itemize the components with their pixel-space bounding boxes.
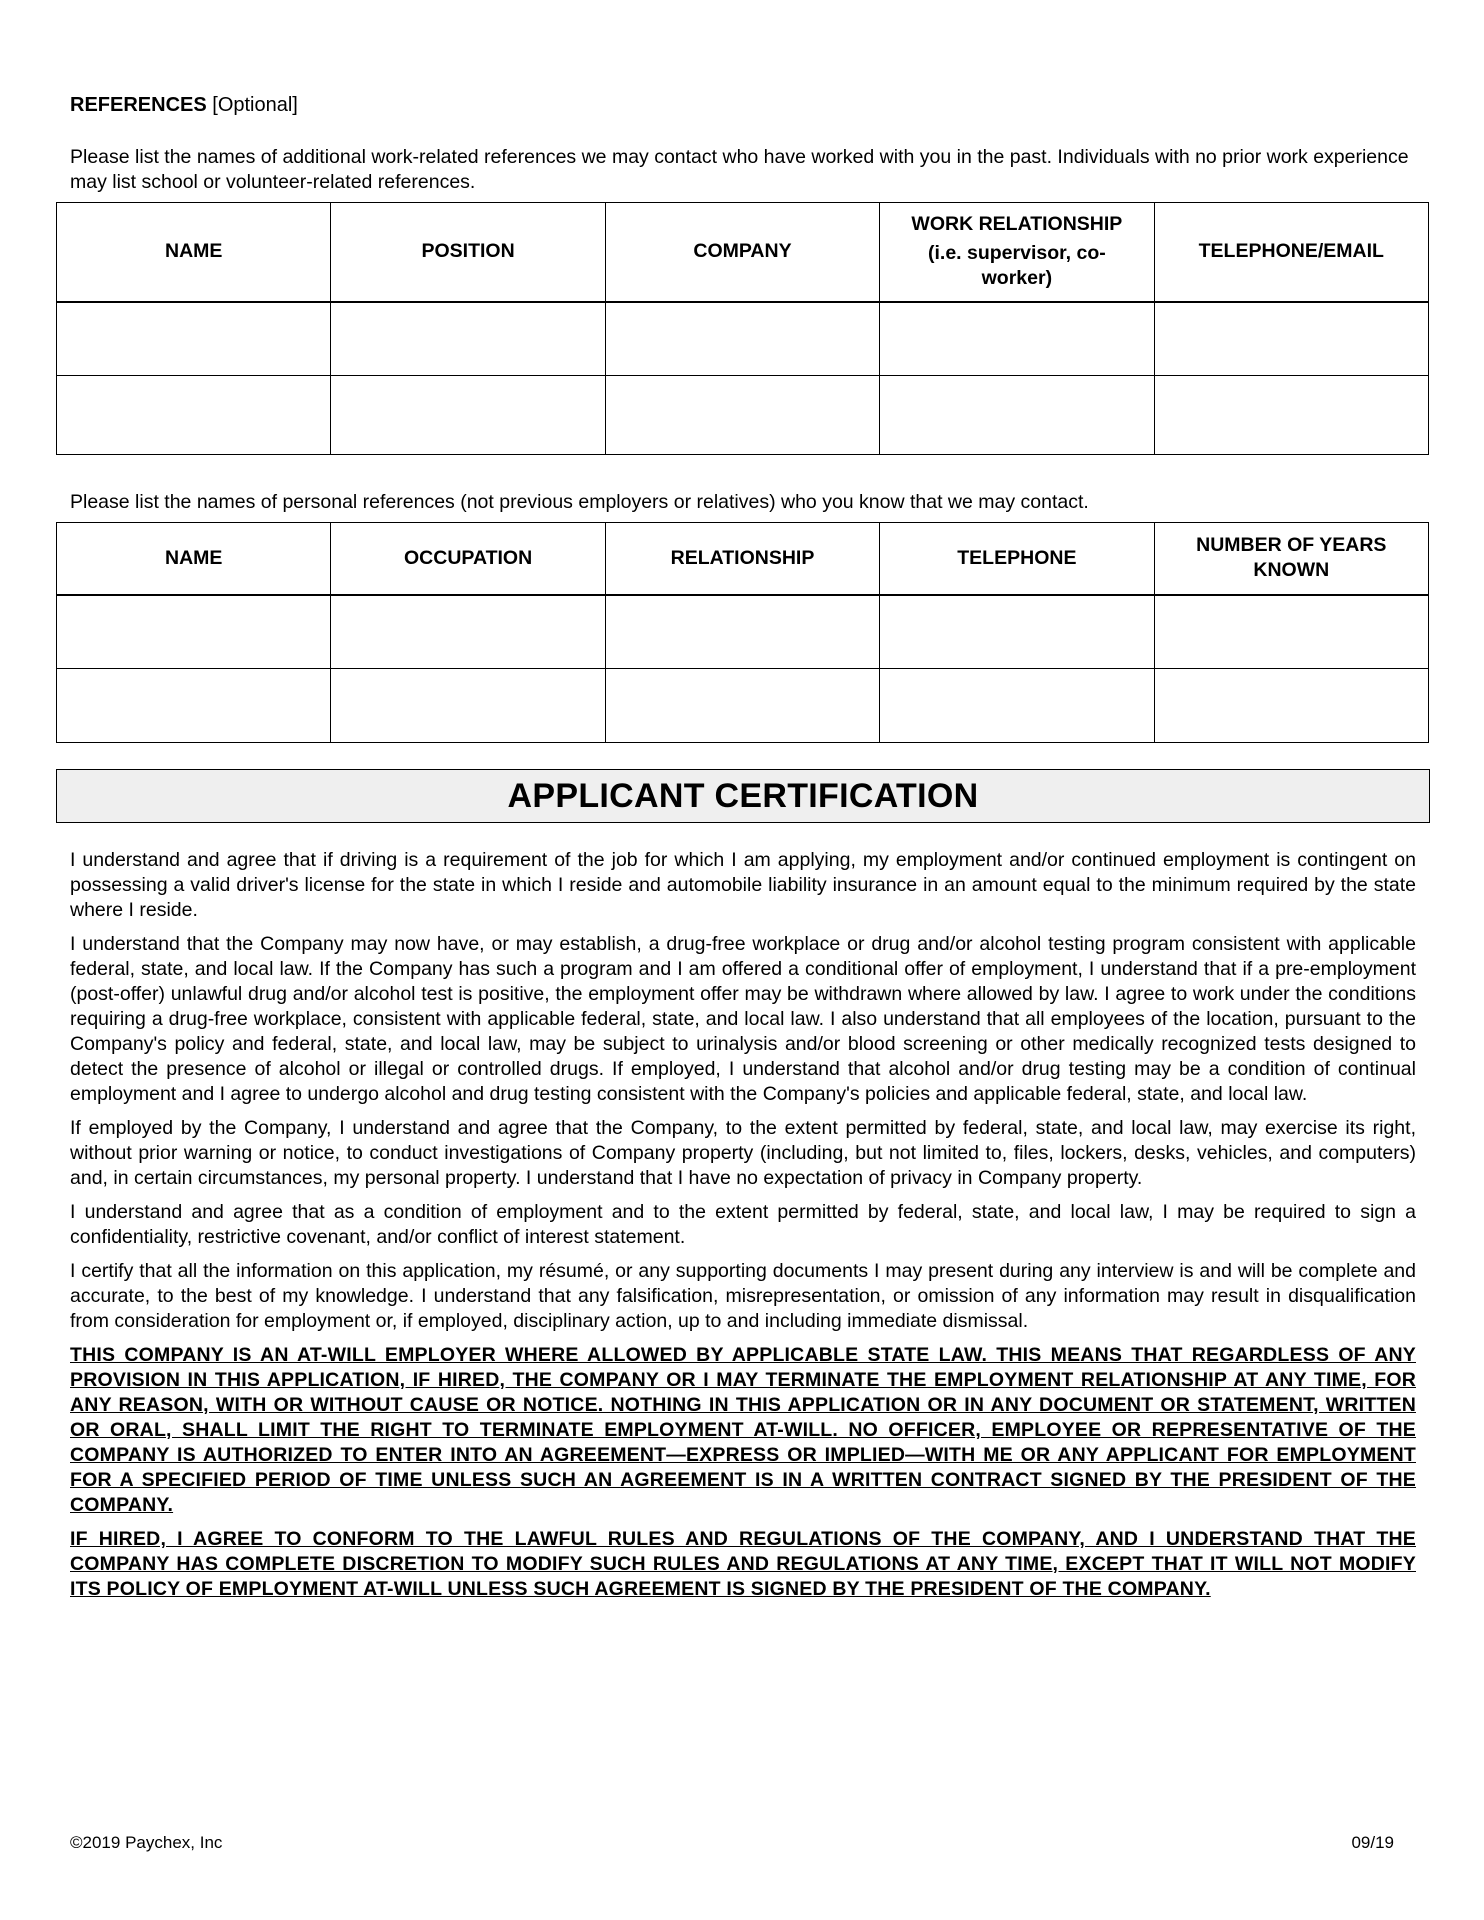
personal-ref-1-occupation-cell[interactable]: [331, 595, 605, 669]
certification-title: APPLICANT CERTIFICATION: [507, 776, 979, 815]
personal-header-name: NAME: [57, 523, 331, 595]
personal-ref-2-relationship-cell[interactable]: [605, 669, 879, 743]
personal-ref-2-name-cell[interactable]: [57, 669, 331, 743]
personal-header-occupation: OCCUPATION: [331, 523, 605, 595]
work-ref-1-telephone-cell[interactable]: [1154, 302, 1428, 376]
certification-paragraph-investigations: If employed by the Company, I understand and agree that the Company, to the extent permitted by federal, state, and local law, may exercise its right, without prior warning or notice, to conduct investigations of Company property (including, but not limited to, files, lockers, desks, vehicles, and computers) and, in certain circumstances, my personal property. I understand that I have no expectation of privacy in Company property.: [70, 1117, 1416, 1189]
work-relationship-sublabel: (i.e. supervisor, co-worker): [928, 242, 1106, 290]
footer-version: 09/19: [1351, 1833, 1394, 1852]
work-ref-1-company-cell[interactable]: [605, 302, 879, 376]
work-header-company: COMPANY: [605, 203, 879, 302]
personal-header-years-known: NUMBER OF YEARS KNOWN: [1154, 523, 1428, 595]
work-header-position: POSITION: [331, 203, 605, 302]
work-ref-2-relationship-cell[interactable]: [880, 376, 1154, 455]
table-row: [57, 302, 1429, 376]
work-ref-2-name-cell[interactable]: [57, 376, 331, 455]
certification-body: [70, 848, 1416, 1611]
references-title: [70, 94, 298, 117]
work-ref-1-relationship-cell[interactable]: [880, 302, 1154, 376]
work-ref-2-company-cell[interactable]: [605, 376, 879, 455]
personal-references-intro: Please list the names of personal references (not previous employers or relatives) who you know that we may contact.: [70, 491, 1089, 513]
references-title-optional: [Optional]: [206, 94, 298, 116]
personal-ref-1-telephone-cell[interactable]: [880, 595, 1154, 669]
table-row: [57, 669, 1429, 743]
certification-paragraph-drug-testing: I understand that the Company may now have, or may establish, a drug-free workplace or drug and/or alcohol testing program consistent with applicable federal, state, and local law. If the Company has such a program and I am offered a conditional offer of employment, I understand that if a pre-employment (post-offer) unlawful drug and/or alcohol test is positive, the employment offer may be withdrawn where allowed by law. I agree to work under the conditions requiring a drug-free workplace, consistent with applicable federal, state, and local law. I also understand that all employees of the location, pursuant to the Company's policy and federal, state, and local law, may be subject to urinalysis and/or blood screening or other medically recognized tests designed to detect the presence of alcohol or illegal or controlled drugs. If employed, I understand that alcohol and/or drug testing may be a condition of continual employment and I agree to undergo alcohol and drug testing consistent with the Company's policies and applicable federal, state, and local law.: [70, 933, 1416, 1105]
work-ref-2-position-cell[interactable]: [331, 376, 605, 455]
personal-header-telephone: TELEPHONE: [880, 523, 1154, 595]
personal-header-relationship: RELATIONSHIP: [605, 523, 879, 595]
work-ref-1-name-cell[interactable]: [57, 302, 331, 376]
certification-paragraph-accuracy: I certify that all the information on this application, my résumé, or any supporting documents I may present during any interview is and will be complete and accurate, to the best of my knowledge. I understand that any falsification, misrepresentation, or omission of any information may result in disqualification from consideration for employment or, if employed, disciplinary action, up to and including immediate dismissal.: [70, 1260, 1416, 1332]
personal-ref-1-years-cell[interactable]: [1154, 595, 1428, 669]
at-will-statement: THIS COMPANY IS AN AT-WILL EMPLOYER WHERE ALLOWED BY APPLICABLE STATE LAW. THIS MEANS THAT REGARDLESS OF ANY PROVISION IN THIS APPLICATION, IF HIRED, THE COMPANY OR I MAY TERMINATE THE EMPLOYMENT RELATIONSHIP AT ANY TIME, FOR ANY REASON, WITH OR WITHOUT CAUSE OR NOTICE. NOTHING IN THIS APPLICATION OR IN ANY DOCUMENT OR STATEMENT, WRITTEN OR ORAL, SHALL LIMIT THE RIGHT TO TERMINATE EMPLOYMENT AT-WILL. NO OFFICER, EMPLOYEE OR REPRESENTATIVE OF THE COMPANY IS AUTHORIZED TO ENTER INTO AN AGREEMENT—EXPRESS OR IMPLIED—WITH ME OR ANY APPLICANT FOR EMPLOYMENT FOR A SPECIFIED PERIOD OF TIME UNLESS SUCH AN AGREEMENT IS IN A WRITTEN CONTRACT SIGNED BY THE PRESIDENT OF THE COMPANY.: [70, 1344, 1416, 1516]
personal-ref-2-years-cell[interactable]: [1154, 669, 1428, 743]
work-relationship-label: WORK RELATIONSHIP: [911, 213, 1123, 236]
work-header-telephone-email: TELEPHONE/EMAIL: [1154, 203, 1428, 302]
table-row: [57, 376, 1429, 455]
work-header-name: NAME: [57, 203, 331, 302]
rules-statement: IF HIRED, I AGREE TO CONFORM TO THE LAWFUL RULES AND REGULATIONS OF THE COMPANY, AND I UNDERSTAND THAT THE COMPANY HAS COMPLETE DISCRETION TO MODIFY SUCH RULES AND REGULATIONS AT ANY TIME, EXCEPT THAT IT WILL NOT MODIFY ITS POLICY OF EMPLOYMENT AT-WILL UNLESS SUCH AGREEMENT IS SIGNED BY THE PRESIDENT OF THE COMPANY.: [70, 1528, 1416, 1600]
work-references-table: [56, 202, 1429, 455]
personal-ref-1-name-cell[interactable]: [57, 595, 331, 669]
personal-ref-2-telephone-cell[interactable]: [880, 669, 1154, 743]
work-ref-1-position-cell[interactable]: [331, 302, 605, 376]
work-references-intro: Please list the names of additional work-related references we may contact who have worked with you in the past. Individuals with no prior work experience may list school or volunteer-related references.: [70, 146, 1409, 193]
table-row: [57, 595, 1429, 669]
personal-ref-2-occupation-cell[interactable]: [331, 669, 605, 743]
footer-copyright: ©2019 Paychex, Inc: [70, 1833, 223, 1852]
certification-header-box: [56, 769, 1430, 823]
certification-paragraph-driving: I understand and agree that if driving is a requirement of the job for which I am applying, my employment and/or continued employment is contingent on possessing a valid driver's license for the state in which I reside and automobile liability insurance in an amount equal to the minimum required by the state where I reside.: [70, 849, 1416, 921]
personal-ref-1-relationship-cell[interactable]: [605, 595, 879, 669]
references-title-bold: REFERENCES: [70, 94, 207, 116]
work-header-relationship: [880, 203, 1154, 302]
personal-references-table: [56, 522, 1429, 743]
work-ref-2-telephone-cell[interactable]: [1154, 376, 1428, 455]
certification-paragraph-confidentiality: I understand and agree that as a condition of employment and to the extent permitted by federal, state, and local law, I may be required to sign a confidentiality, restrictive covenant, and/or conflict of interest statement.: [70, 1201, 1416, 1248]
